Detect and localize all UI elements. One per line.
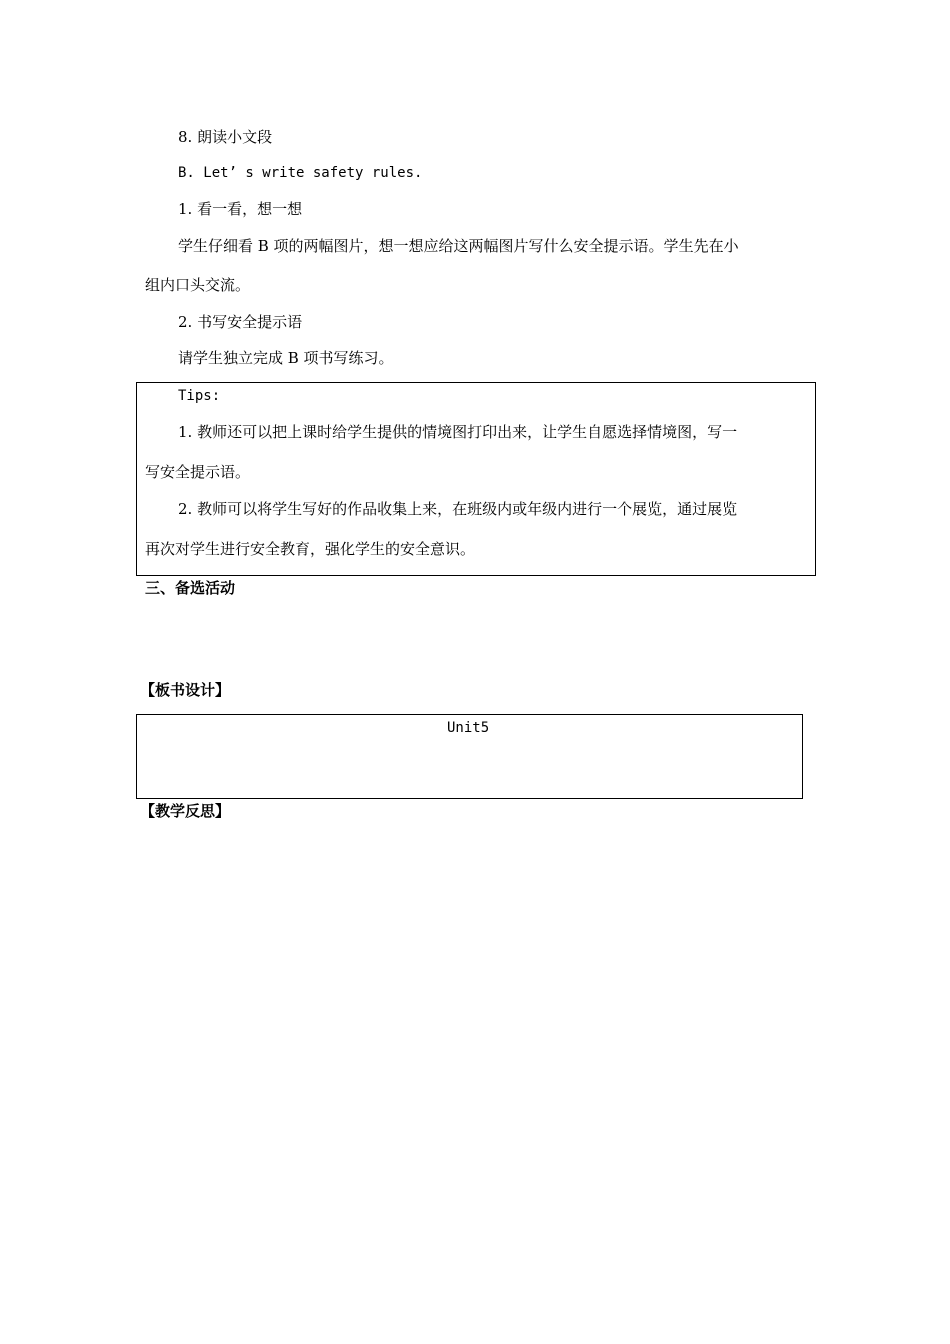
tips-item-1-line-2: 写安全提示语。 [145, 463, 251, 481]
step-1: 1. 看一看，想一想 [178, 200, 303, 218]
tips-title: Tips: [178, 388, 221, 404]
section-b-heading: B. Let’ s write safety rules. [178, 165, 423, 181]
tips-item-1-line-1: 1. 教师还可以把上课时给学生提供的情境图打印出来，让学生自愿选择情境图，写一 [178, 423, 738, 441]
step-2: 2. 书写安全提示语 [178, 313, 303, 331]
reflection-heading: 【教学反思】 [140, 802, 231, 820]
board-content-title: Unit5 [447, 720, 490, 736]
step-8: 8. 朗读小文段 [178, 128, 273, 146]
paragraph-2: 请学生独立完成 B 项书写练习。 [178, 349, 394, 367]
paragraph-1-line-1: 学生仔细看 B 项的两幅图片，想一想应给这两幅图片写什么安全提示语。学生先在小 [178, 237, 739, 255]
tips-item-2-line-1: 2. 教师可以将学生写好的作品收集上来，在班级内或年级内进行一个展览，通过展览 [178, 500, 738, 518]
tips-item-2-line-2: 再次对学生进行安全教育，强化学生的安全意识。 [145, 540, 476, 558]
paragraph-1-line-2: 组内口头交流。 [145, 276, 251, 294]
optional-activities-heading: 三、备选活动 [145, 579, 236, 597]
board-design-heading: 【板书设计】 [140, 681, 231, 699]
